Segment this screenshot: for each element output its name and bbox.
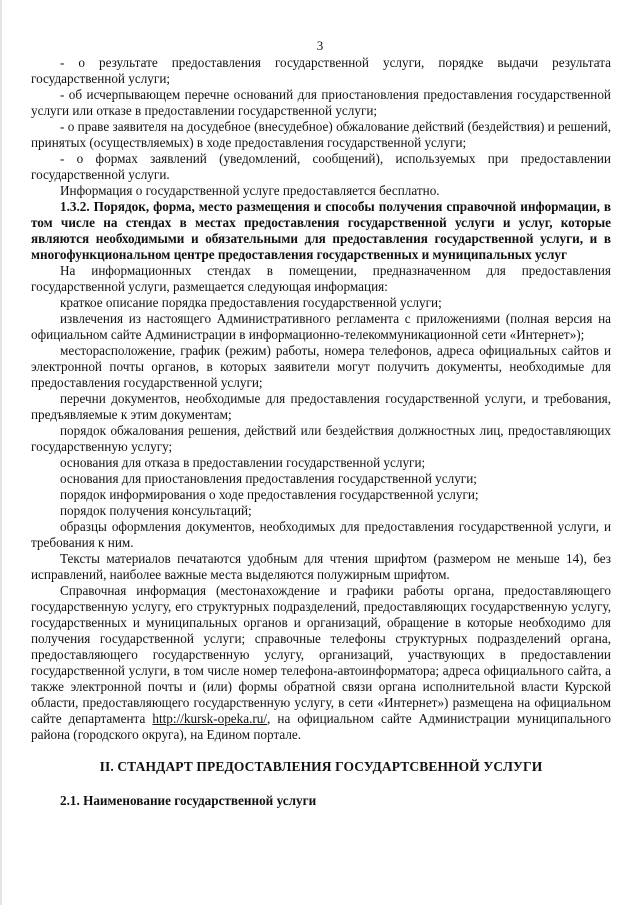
page-edge [0, 0, 2, 905]
paragraph: Информация о государственной услуге предоставляется бесплатно. [60, 183, 440, 198]
paragraph: краткое описание порядка предоставления государственной услуги; [60, 295, 442, 310]
paragraph: основания для приостановления предоставления государственной услуги; [60, 471, 477, 486]
document-body [31, 55, 611, 809]
paragraph-text: , на официальном сайте Администрации муниципального района (городского округа), на Едином портале. [31, 711, 611, 742]
bold-text: 1.3.2. Порядок, форма, место размещения и способы получения справочной информации, в том числе на стендах в местах предоставления государственной услуги и услуг, которые являются необходимыми и обязательными для предоставления государственной услуги, и в многофункциональном центре предоставления государственных и муниципальных услуг [31, 199, 611, 262]
paragraph: месторасположение, график (режим) работы, номера телефонов, адреса официальных сайтов и электронной почты органов, в которых заявители могут получить документы, необходимые для предоставления государственной услуги; [31, 343, 611, 390]
section-heading: II. СТАНДАРТ ПРЕДОСТАВЛЕНИЯ ГОСУДАРТСВЕННОЙ УСЛУГИ [99, 759, 543, 774]
page-number: 3 [316, 38, 324, 53]
paragraph: порядок информирования о ходе предоставления государственной услуги; [60, 487, 479, 502]
paragraph: извлечения из настоящего Административного регламента с приложениями (полная версия на официальном сайте Администрации в информационно-телекоммуникационной сети «Интернет»); [31, 311, 611, 342]
paragraph-text: Справочная информация (местонахождение и графики работы органа, предоставляющего государственную услугу, его структурных подразделений, предоставляющих государственную услугу, государственных и муниципальных органов и организаций, обращение в которые необходимо для получения государственной услуги; справочные телефоны структурных подразделений органа, предоставляющего государственную услугу, организаций, участвующих в предоставлении государственной услуги, в том числе номер телефона-автоинформатора; адреса официального сайта, а также электронной почты и (или) формы обратной связи органа исполнительной власти Курской области, предоставляющего государственную услугу, в сети «Интернет») размещена на официальном сайте департамента [31, 583, 611, 726]
paragraph-with-link [31, 583, 611, 743]
paragraph: - о праве заявителя на досудебное (внесудебное) обжалование действий (бездействия) и решений, принятых (осуществляемых) в ходе предоставления государственной услуги; [31, 119, 611, 150]
paragraph: порядок обжалования решения, действий или бездействия должностных лиц, предоставляющих государственную услугу; [31, 423, 611, 454]
paragraph: На информационных стендах в помещении, предназначенном для предоставления государственной услуги, размещается следующая информация: [31, 263, 611, 294]
department-website-link[interactable]: http://kursk-opeka.ru/ [152, 711, 268, 726]
paragraph: - о результате предоставления государственной услуги, порядке выдачи результата государственной услуги; [31, 55, 611, 86]
bold-paragraph-heading [31, 199, 611, 263]
paragraph: перечни документов, необходимые для предоставления государственной услуги, и требования, предъявляемые к этим документам; [31, 391, 611, 422]
paragraph: порядок получения консультаций; [60, 503, 252, 518]
paragraph: Тексты материалов печатаются удобным для чтения шрифтом (размером не меньше 14), без исправлений, наиболее важные места выделяются полужирным шрифтом. [31, 551, 611, 582]
paragraph: - об исчерпывающем перечне оснований для приостановления предоставления государственной услуги или отказе в предоставлении государственной услуги; [31, 87, 611, 118]
paragraph: основания для отказа в предоставлении государственной услуги; [60, 455, 426, 470]
paragraph: - о формах заявлений (уведомлений, сообщений), используемых при предоставлении государственной услуги. [31, 151, 611, 182]
paragraph: образцы оформления документов, необходимых для предоставления государственной услуги, и требования к ним. [31, 519, 611, 550]
subsection-heading: 2.1. Наименование государственной услуги [60, 793, 317, 808]
